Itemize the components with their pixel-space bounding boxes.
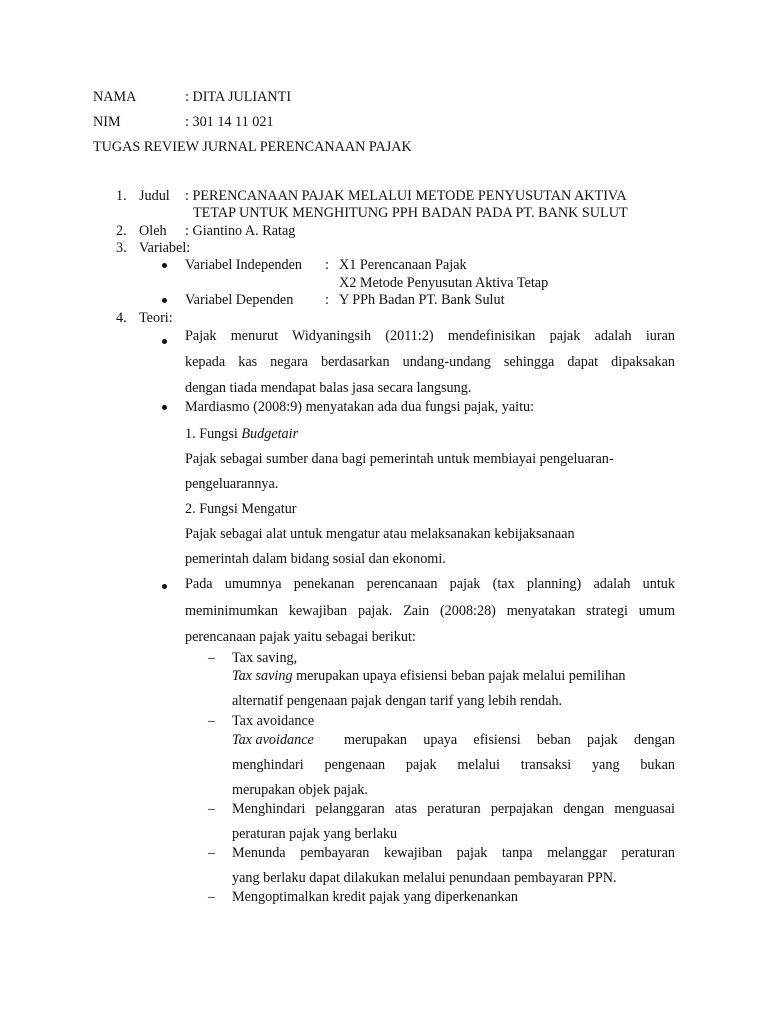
strategy-5-line-1: Mengoptimalkan kredit pajak yang diperkenankan	[232, 889, 519, 905]
teori-p1-line-1: Pajak menurut Widyaningsih (2011:2) mendefinisikan pajak adalah iuran	[185, 328, 675, 344]
judul-label: Judul	[139, 188, 170, 204]
nama-value: : DITA JULIANTI	[185, 89, 292, 105]
variabel-independen-colon: :	[325, 257, 329, 273]
item-number-2: 2.	[116, 223, 127, 239]
item-number-4: 4.	[116, 310, 127, 326]
nim-value: : 301 14 11 021	[185, 114, 274, 130]
strategy-1-line-1	[232, 668, 625, 685]
variabel-dependen-label: Variabel Dependen	[185, 292, 294, 308]
bullet-icon	[162, 405, 167, 410]
dash-icon: –	[208, 845, 216, 861]
judul-line-1: : PERENCANAAN PAJAK MELALUI METODE PENYUSUTAN AKTIVA	[185, 188, 627, 204]
fungsi-budgetair-desc-1: Pajak sebagai sumber dana bagi pemerintah untuk membiayai pengeluaran-	[185, 451, 614, 467]
strategy-1-line-1-rest: merupakan upaya efisiensi beban pajak melalui pemilihan	[292, 668, 626, 684]
judul-line-2: TETAP UNTUK MENGHITUNG PPH BADAN PADA PT. BANK SULUT	[193, 205, 628, 221]
fungsi-budgetair-desc-2: pengeluarannya.	[185, 476, 279, 492]
strategy-1-title: Tax saving,	[232, 650, 298, 666]
strategy-2-line-1-rest: merupakan upaya efisiensi beban pajak dengan	[344, 732, 675, 748]
strategy-3-line-2: peraturan pajak yang berlaku	[232, 826, 398, 842]
teori-p2-line-1: Mardiasmo (2008:9) menyatakan ada dua fungsi pajak, yaitu:	[185, 399, 535, 415]
fungsi-mengatur-title: 2. Fungsi Mengatur	[185, 501, 297, 517]
bullet-icon	[162, 263, 167, 268]
document-title: TUGAS REVIEW JURNAL PERENCANAAN PAJAK	[93, 139, 412, 155]
dash-icon: –	[208, 713, 216, 729]
oleh-label: Oleh	[139, 223, 167, 239]
strategy-4-line-2: yang berlaku dapat dilakukan melalui penundaan pembayaran PPN.	[232, 870, 617, 886]
fungsi-budgetair-prefix: 1. Fungsi	[185, 426, 242, 442]
strategy-2-line-3: merupakan objek pajak.	[232, 782, 368, 798]
variabel-independen-label: Variabel Independen	[185, 257, 302, 273]
strategy-2-line-1	[232, 732, 675, 749]
dash-icon: –	[208, 650, 216, 666]
oleh-value: : Giantino A. Ratag	[185, 223, 296, 239]
strategy-2-title: Tax avoidance	[232, 713, 315, 729]
strategy-4-line-1: Menunda pembayaran kewajiban pajak tanpa melanggar peraturan	[232, 845, 675, 861]
variabel-label: Variabel:	[139, 240, 191, 256]
nim-label: NIM	[93, 114, 121, 130]
item-number-1: 1.	[116, 188, 127, 204]
nama-label: NAMA	[93, 89, 137, 105]
strategy-1-italic: Tax saving	[232, 668, 293, 684]
strategy-2-italic: Tax avoidance	[232, 732, 314, 748]
teori-p3-line-3: perencanaan pajak yaitu sebagai berikut:	[185, 629, 416, 645]
fungsi-budgetair-title	[185, 426, 298, 443]
teori-label: Teori:	[139, 310, 173, 326]
fungsi-mengatur-desc-2: pemerintah dalam bidang sosial dan ekonomi.	[185, 551, 446, 567]
teori-p3-line-1: Pada umumnya penekanan perencanaan pajak (tax planning) adalah untuk	[185, 576, 675, 592]
teori-p1-line-3: dengan tiada mendapat balas jasa secara langsung.	[185, 380, 472, 396]
dash-icon: –	[208, 889, 216, 905]
strategy-2-line-2: menghindari pengenaan pajak melalui transaksi yang bukan	[232, 757, 675, 773]
dash-icon: –	[208, 801, 216, 817]
fungsi-budgetair-italic: Budgetair	[241, 426, 299, 442]
variabel-dependen-colon: :	[325, 292, 329, 308]
variabel-x2: X2 Metode Penyusutan Aktiva Tetap	[339, 275, 549, 291]
strategy-3-line-1: Menghindari pelanggaran atas peraturan perpajakan dengan menguasai	[232, 801, 675, 817]
teori-p3-line-2: meminimumkan kewajiban pajak. Zain (2008:28) menyatakan strategi umum	[185, 603, 675, 619]
teori-p1-line-2: kepada kas negara berdasarkan undang-undang sehingga dapat dipaksakan	[185, 354, 675, 370]
variabel-y: Y PPh Badan PT. Bank Sulut	[339, 292, 505, 308]
bullet-icon	[162, 339, 167, 344]
item-number-3: 3.	[116, 240, 127, 256]
fungsi-mengatur-desc-1: Pajak sebagai alat untuk mengatur atau melaksanakan kebijaksanaan	[185, 526, 575, 542]
variabel-x1: X1 Perencanaan Pajak	[339, 257, 467, 273]
strategy-1-line-2: alternatif pengenaan pajak dengan tarif yang lebih rendah.	[232, 693, 563, 709]
bullet-icon	[162, 298, 167, 303]
bullet-icon	[162, 584, 167, 589]
